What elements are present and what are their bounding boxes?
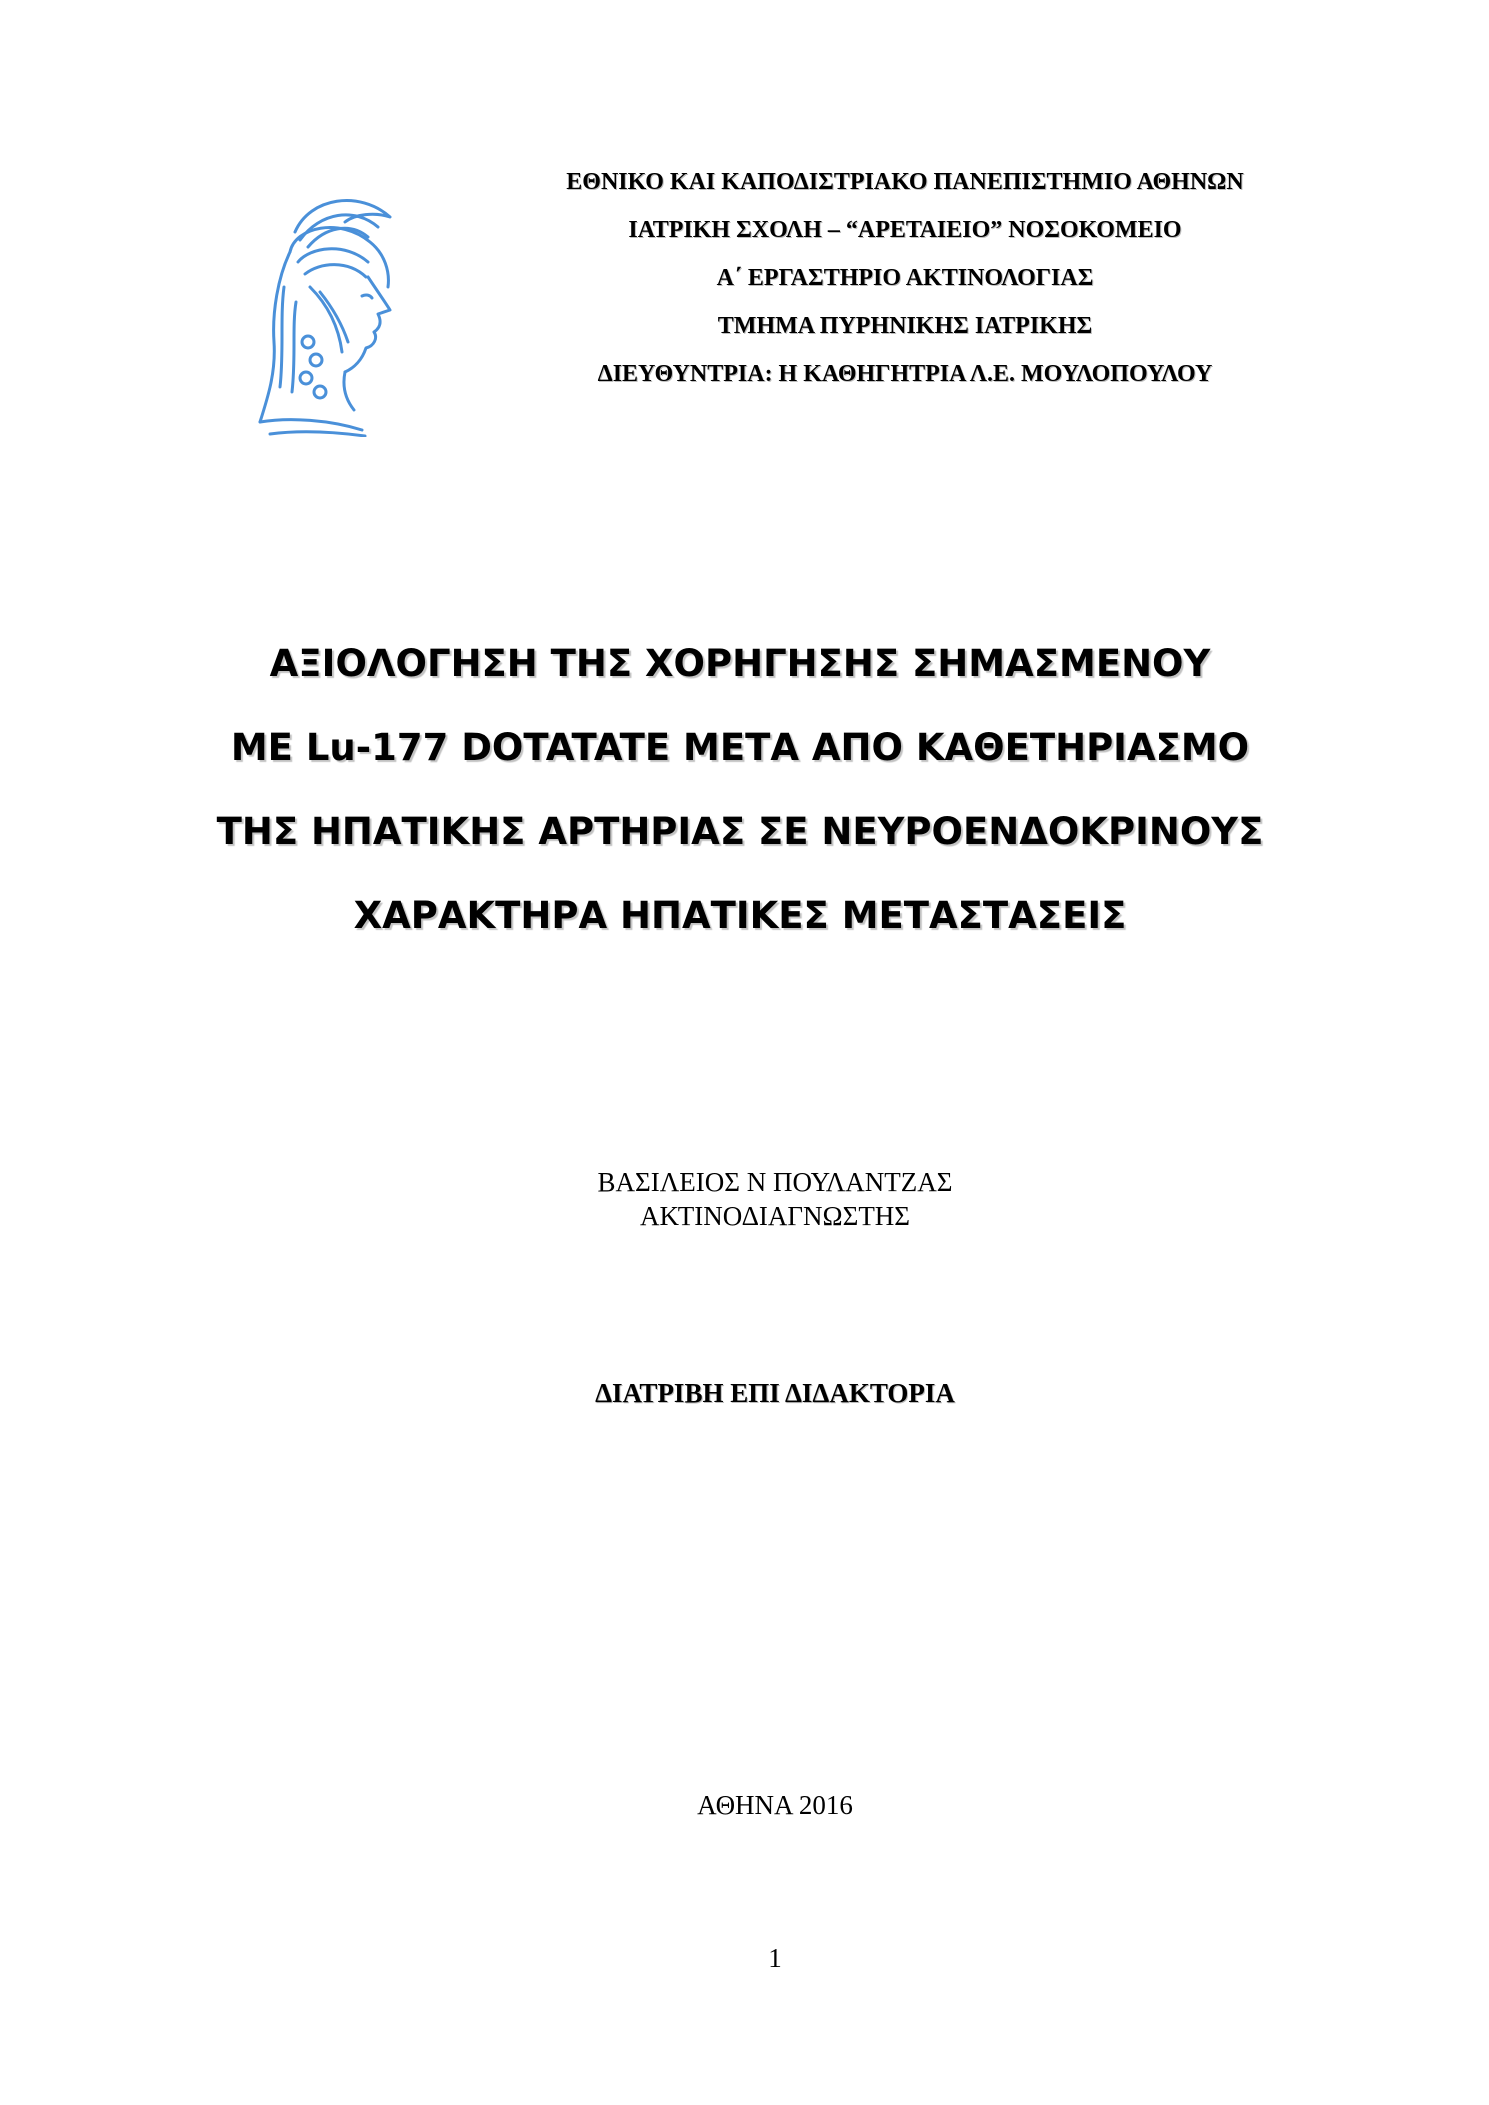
author-block [0,1165,1489,1233]
school-name: ΙΑΤΡΙΚΗ ΣΧΟΛΗ – “ΑΡΕΤΑΙΕΙΟ” ΝΟΣΟΚΟΜΕΙΟ [628,217,1182,243]
institution-header [510,158,1300,398]
laboratory-name: Α΄ ΕΡΓΑΣΤΗΡΙΟ ΑΚΤΙΝΟΛΟΓΙΑΣ [716,265,1094,291]
director-name: ΔΙΕΥΘΥΝΤΡΙΑ: Η ΚΑΘΗΓΗΤΡΙΑ Λ.Ε. ΜΟΥΛΟΠΟΥΛΟΥ [597,361,1213,387]
title-line: ΤΗΣ ΗΠΑΤΙΚΗΣ ΑΡΤΗΡΙΑΣ ΣΕ ΝΕΥΡΟΕΝΔΟΚΡΙΝΟΥΣ [216,810,1264,853]
thesis-type: ΔΙΑΤΡΙΒΗ ΕΠΙ ΔΙΔΑΚΤΟΡΙΑ [595,1378,955,1408]
university-logo [250,192,415,437]
place-year: ΑΘΗΝΑ 2016 [697,1790,853,1820]
thesis-title [150,622,1330,958]
department-name: ΤΜΗΜΑ ΠΥΡΗΝΙΚΗΣ ΙΑΤΡΙΚΗΣ [717,313,1093,339]
athena-head-icon [250,192,415,437]
page-number: 1 [768,1943,782,1973]
title-line: ΜΕ Lu-177 DOTATATE ΜΕΤΑ ΑΠΟ ΚΑΘΕΤΗΡΙΑΣΜΟ [230,726,1250,769]
author-role: ΑΚΤΙΝΟΔΙΑΓΝΩΣΤΗΣ [639,1201,911,1231]
university-name: ΕΘΝΙΚΟ ΚΑΙ ΚΑΠΟΔΙΣΤΡΙΑΚΟ ΠΑΝΕΠΙΣΤΗΜΙΟ ΑΘΗΝΩΝ [566,169,1244,195]
title-line: ΧΑΡΑΚΤΗΡΑ ΗΠΑΤΙΚΕΣ ΜΕΤΑΣΤΑΣΕΙΣ [353,894,1127,937]
title-line: ΑΞΙΟΛΟΓΗΣΗ ΤΗΣ ΧΟΡΗΓΗΣΗΣ ΣΗΜΑΣΜΕΝΟΥ [269,642,1211,685]
author-name: ΒΑΣΙΛΕΙΟΣ Ν ΠΟΥΛΑΝΤΖΑΣ [597,1167,953,1197]
